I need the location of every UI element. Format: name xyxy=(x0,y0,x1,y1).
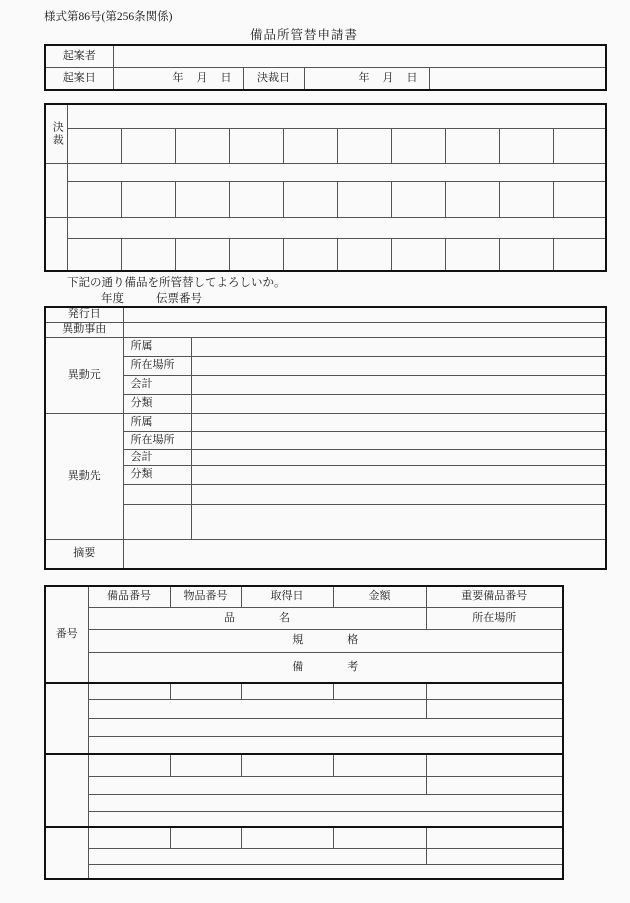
item-name-cell xyxy=(88,699,426,718)
item-cell xyxy=(170,683,241,699)
approval-stamp-cell xyxy=(121,238,175,271)
approval-stamp-cell xyxy=(391,128,445,163)
item-cell xyxy=(88,754,170,776)
approval-stamp-cell xyxy=(121,128,175,163)
approval-stamp-cell xyxy=(553,238,606,271)
header-acquisition-date: 取得日 xyxy=(241,586,333,607)
item-name-cell xyxy=(88,776,426,794)
approval-stamp-cell xyxy=(121,181,175,217)
approval-stamp-cell xyxy=(553,181,606,217)
item-cell xyxy=(333,754,426,776)
approval-stamp-cell xyxy=(337,181,391,217)
approval-stamp-cell xyxy=(229,238,283,271)
item-cell xyxy=(170,754,241,776)
empty-cell xyxy=(123,504,191,539)
remarks-label: 備 考 xyxy=(88,652,563,683)
approval-date-label: 決裁日 xyxy=(243,67,304,90)
issue-date-label: 発行日 xyxy=(45,307,123,322)
item-location-cell xyxy=(426,776,563,794)
from-account-value-cell xyxy=(191,375,606,394)
to-label: 異動先 xyxy=(45,413,123,539)
approval-stamp-cell xyxy=(283,181,337,217)
approval-label-cell xyxy=(45,163,67,217)
draft-date-label: 起案日 xyxy=(45,67,113,90)
summary-value-cell xyxy=(123,539,606,569)
items-table xyxy=(44,585,564,880)
from-account-label: 会計 xyxy=(123,375,191,394)
from-label: 異動元 xyxy=(45,337,123,413)
item-spec-cell xyxy=(88,864,563,879)
approval-stamp-cell xyxy=(175,128,229,163)
from-location-value-cell xyxy=(191,356,606,375)
approval-date-cell: 年 月 日 xyxy=(304,67,429,90)
from-location-label: 所在場所 xyxy=(123,356,191,375)
reason-label: 異動事由 xyxy=(45,322,123,337)
from-affiliation-value-cell xyxy=(191,337,606,356)
to-account-label: 会計 xyxy=(123,449,191,465)
approval-stamp-cell xyxy=(175,181,229,217)
draft-date-cell: 年 月 日 xyxy=(113,67,243,90)
approval-stamp-cell xyxy=(445,128,499,163)
draft-table xyxy=(44,44,607,91)
header-equipment-number: 備品番号 xyxy=(88,586,170,607)
spec-label: 規 格 xyxy=(88,629,563,652)
item-spec-cell xyxy=(88,718,563,736)
to-account-value-cell xyxy=(191,449,606,465)
approval-stamp-cell xyxy=(391,238,445,271)
approval-stamp-cell xyxy=(499,238,553,271)
item-name-cell xyxy=(88,848,426,864)
page-title: 備品所管替申請書 xyxy=(249,28,358,42)
item-cell xyxy=(333,827,426,848)
approval-stamp-cell xyxy=(445,238,499,271)
approval-stamp-cell xyxy=(283,128,337,163)
approval-label-cell xyxy=(45,217,67,271)
approval-stamp-cell xyxy=(67,181,121,217)
item-remarks-cell xyxy=(88,736,563,754)
transfer-table xyxy=(44,306,607,570)
to-location-label: 所在場所 xyxy=(123,431,191,449)
approval-note-cell xyxy=(67,217,606,238)
item-location-cell xyxy=(426,848,563,864)
reason-value-cell xyxy=(123,322,606,337)
location-label: 所在場所 xyxy=(426,607,563,629)
empty-cell xyxy=(191,484,606,504)
instruction-text: 下記の通り備品を所管替してよろしいか。 xyxy=(67,277,286,289)
approval-stamp-cell xyxy=(337,128,391,163)
to-affiliation-label: 所属 xyxy=(123,413,191,431)
form-number: 様式第86号(第256条関係) xyxy=(44,11,173,23)
approval-label-cell xyxy=(45,104,67,163)
empty-cell xyxy=(429,67,606,90)
item-name-label: 品 名 xyxy=(88,607,426,629)
item-cell xyxy=(426,683,563,699)
item-cell xyxy=(333,683,426,699)
to-category-label: 分類 xyxy=(123,465,191,484)
item-number-cell xyxy=(45,683,88,754)
item-cell xyxy=(241,827,333,848)
year-slip-line xyxy=(101,290,202,306)
item-spec-cell xyxy=(88,794,563,811)
item-location-cell xyxy=(426,699,563,718)
approval-stamp-cell xyxy=(67,128,121,163)
item-number-cell xyxy=(45,754,88,827)
approval-stamp-cell xyxy=(337,238,391,271)
approval-stamp-cell xyxy=(499,128,553,163)
to-affiliation-value-cell xyxy=(191,413,606,431)
from-category-value-cell xyxy=(191,394,606,413)
approval-stamp-cell xyxy=(445,181,499,217)
approval-stamp-cell xyxy=(67,238,121,271)
drafter-label: 起案者 xyxy=(45,45,113,67)
summary-label: 摘要 xyxy=(45,539,123,569)
item-cell xyxy=(241,683,333,699)
approval-table xyxy=(44,103,607,272)
approval-stamp-cell xyxy=(553,128,606,163)
item-remarks-cell xyxy=(88,811,563,827)
item-cell xyxy=(426,754,563,776)
from-affiliation-label: 所属 xyxy=(123,337,191,356)
number-label: 番号 xyxy=(45,586,88,683)
item-cell xyxy=(170,827,241,848)
item-cell xyxy=(241,754,333,776)
approval-stamp-cell xyxy=(229,181,283,217)
header-goods-number: 物品番号 xyxy=(170,586,241,607)
item-cell xyxy=(426,827,563,848)
header-amount: 金額 xyxy=(333,586,426,607)
approval-stamp-cell xyxy=(391,181,445,217)
drafter-value-cell xyxy=(113,45,606,67)
empty-cell xyxy=(191,504,606,539)
approval-note-cell xyxy=(67,104,606,128)
item-cell xyxy=(88,827,170,848)
fiscal-year-label: 年度 xyxy=(101,293,124,305)
item-number-cell xyxy=(45,827,88,879)
slip-number-label: 伝票番号 xyxy=(156,293,202,305)
item-cell xyxy=(88,683,170,699)
approval-stamp-cell xyxy=(499,181,553,217)
to-category-value-cell xyxy=(191,465,606,484)
issue-date-value-cell xyxy=(123,307,606,322)
approval-stamp-cell xyxy=(283,238,337,271)
empty-cell xyxy=(123,484,191,504)
approval-note-cell xyxy=(67,163,606,181)
approval-label: 決裁 xyxy=(51,120,64,147)
to-location-value-cell xyxy=(191,431,606,449)
header-important-equipment-number: 重要備品番号 xyxy=(426,586,563,607)
approval-stamp-cell xyxy=(175,238,229,271)
from-category-label: 分類 xyxy=(123,394,191,413)
approval-stamp-cell xyxy=(229,128,283,163)
